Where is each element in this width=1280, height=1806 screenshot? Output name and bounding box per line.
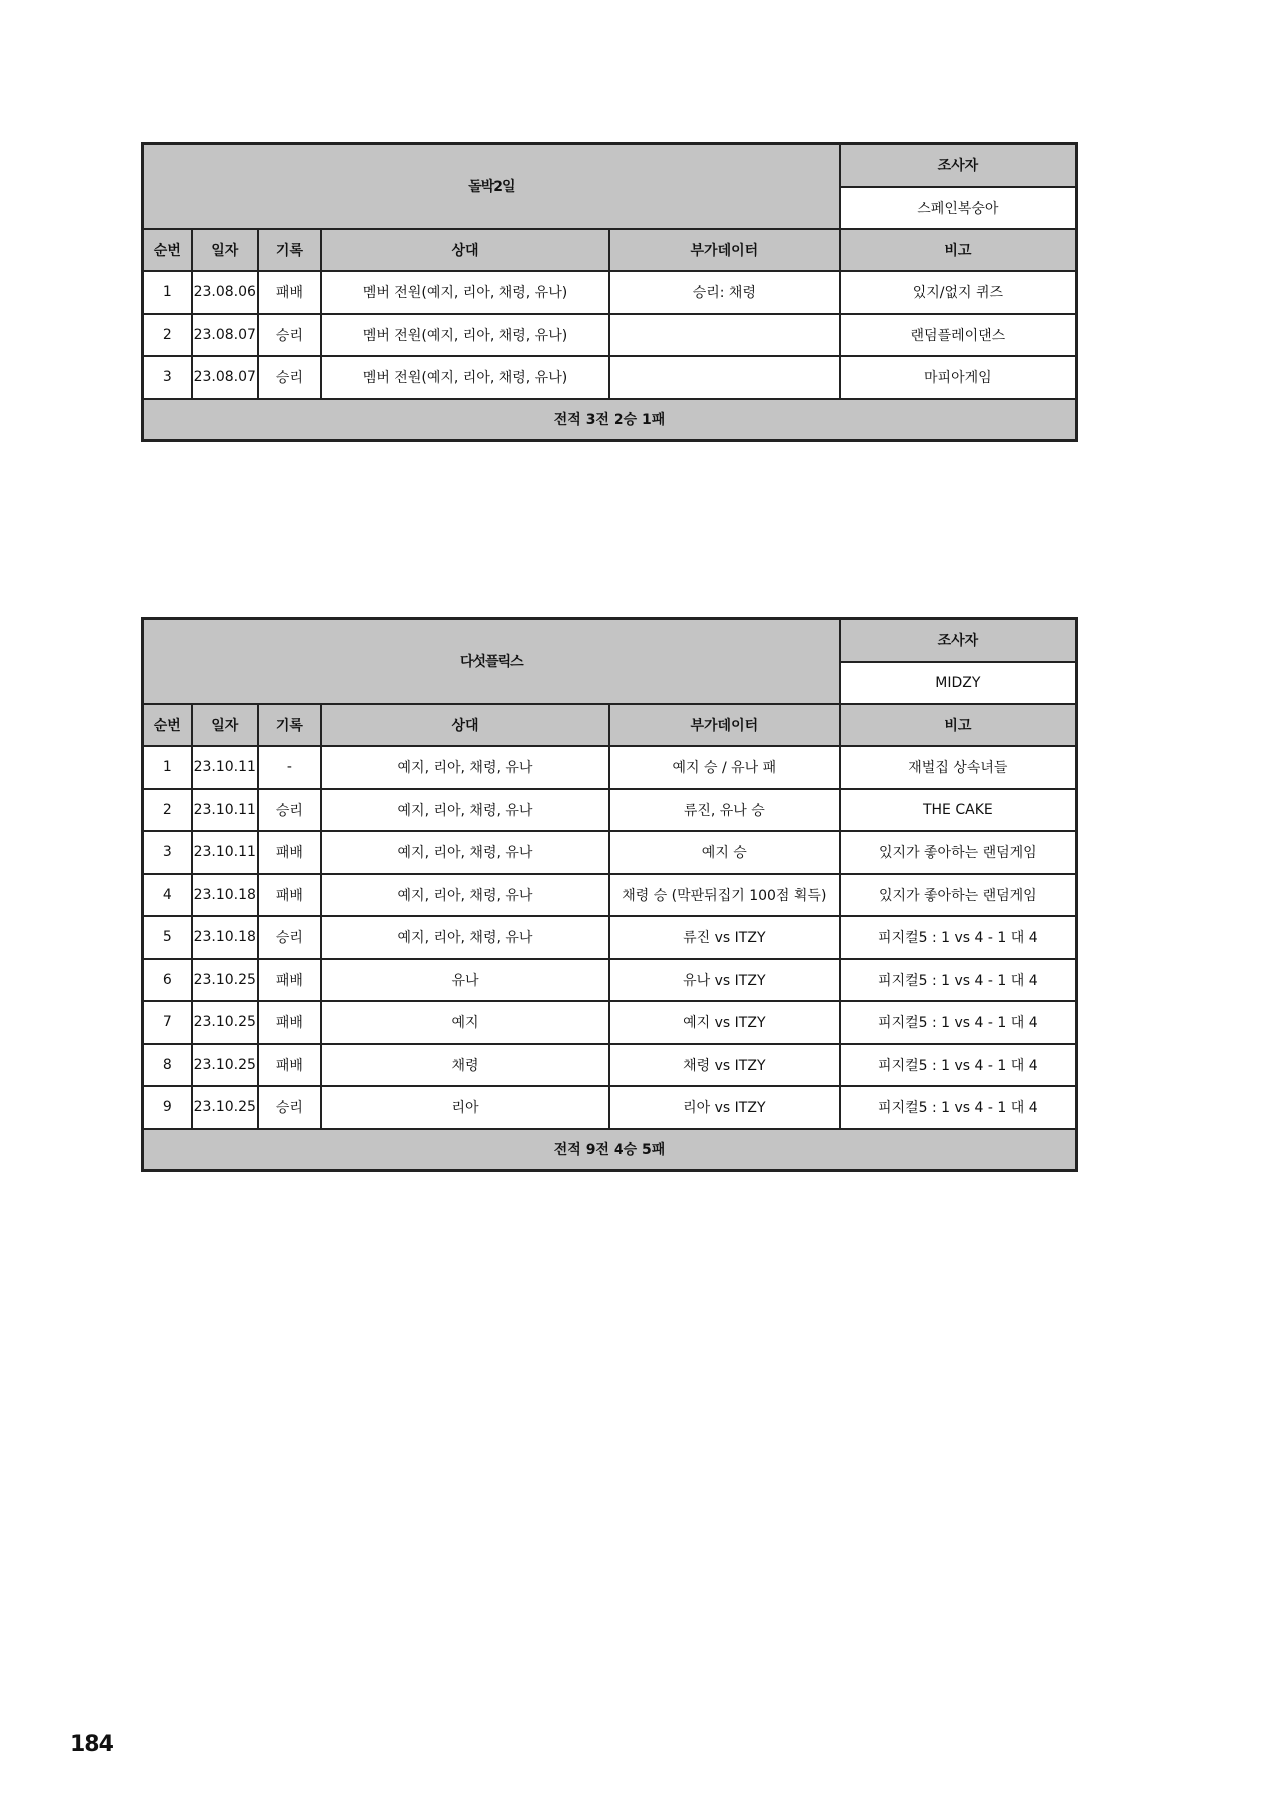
cell-seq: 9 [143, 1086, 192, 1129]
table-row [143, 1086, 1077, 1129]
header-extra-data: 부가데이터 [609, 229, 840, 271]
cell-seq: 4 [143, 874, 192, 916]
cell-opponent: 멤버 전원(예지, 리아, 채령, 유나) [321, 356, 609, 399]
cell-note: 마피아게임 [840, 356, 1077, 399]
header-seq: 순번 [143, 229, 192, 271]
table-row [143, 746, 1077, 789]
cell-note: 있지가 좋아하는 랜덤게임 [840, 874, 1077, 916]
cell-note: 있지가 좋아하는 랜덤게임 [840, 831, 1077, 874]
cell-result: - [258, 746, 321, 789]
cell-extra-data: 리아 vs ITZY [609, 1086, 840, 1129]
cell-seq: 6 [143, 959, 192, 1001]
cell-date: 23.10.25 [192, 1044, 258, 1086]
cell-opponent: 예지, 리아, 채령, 유나 [321, 874, 609, 916]
table-title: 돌박2일 [143, 144, 840, 229]
cell-seq: 2 [143, 314, 192, 356]
cell-extra-data: 유나 vs ITZY [609, 959, 840, 1001]
cell-date: 23.08.06 [192, 271, 258, 314]
cell-opponent: 예지, 리아, 채령, 유나 [321, 916, 609, 959]
cell-note: 랜덤플레이댄스 [840, 314, 1077, 356]
cell-extra-data: 류진, 유나 승 [609, 789, 840, 831]
table-row [143, 789, 1077, 831]
cell-date: 23.10.18 [192, 874, 258, 916]
table-title: 다섯플릭스 [143, 619, 840, 704]
cell-result: 패배 [258, 874, 321, 916]
record-table-1 [141, 142, 1078, 442]
cell-note: THE CAKE [840, 789, 1077, 831]
cell-date: 23.10.11 [192, 789, 258, 831]
cell-result: 승리 [258, 789, 321, 831]
cell-seq: 5 [143, 916, 192, 959]
record-summary: 전적 9전 4승 5패 [143, 1129, 1077, 1171]
cell-extra-data: 채령 vs ITZY [609, 1044, 840, 1086]
cell-date: 23.10.18 [192, 916, 258, 959]
cell-result: 승리 [258, 356, 321, 399]
page-number: 184 [70, 1732, 113, 1757]
cell-result: 패배 [258, 271, 321, 314]
cell-opponent: 예지 [321, 1001, 609, 1044]
cell-seq: 1 [143, 271, 192, 314]
cell-extra-data: 예지 승 / 유나 패 [609, 746, 840, 789]
cell-seq: 2 [143, 789, 192, 831]
cell-note: 피지컬5 : 1 vs 4 - 1 대 4 [840, 1001, 1077, 1044]
table-row [143, 314, 1077, 356]
investigator-value: MIDZY [840, 662, 1077, 704]
header-date: 일자 [192, 229, 258, 271]
header-seq: 순번 [143, 704, 192, 746]
cell-seq: 7 [143, 1001, 192, 1044]
cell-extra-data [609, 314, 840, 356]
cell-date: 23.10.11 [192, 746, 258, 789]
table-row [143, 959, 1077, 1001]
cell-note: 피지컬5 : 1 vs 4 - 1 대 4 [840, 916, 1077, 959]
header-date: 일자 [192, 704, 258, 746]
header-opponent: 상대 [321, 229, 609, 271]
cell-result: 승리 [258, 314, 321, 356]
table-row [143, 1044, 1077, 1086]
cell-opponent: 예지, 리아, 채령, 유나 [321, 831, 609, 874]
table-row [143, 831, 1077, 874]
cell-seq: 1 [143, 746, 192, 789]
header-extra-data: 부가데이터 [609, 704, 840, 746]
investigator-value: 스페인복숭아 [840, 187, 1077, 229]
table-row [143, 356, 1077, 399]
cell-opponent: 예지, 리아, 채령, 유나 [321, 746, 609, 789]
cell-note: 재벌집 상속녀들 [840, 746, 1077, 789]
cell-opponent: 유나 [321, 959, 609, 1001]
table-row [143, 271, 1077, 314]
cell-note: 피지컬5 : 1 vs 4 - 1 대 4 [840, 1086, 1077, 1129]
table-row [143, 1001, 1077, 1044]
cell-extra-data: 류진 vs ITZY [609, 916, 840, 959]
cell-result: 패배 [258, 959, 321, 1001]
cell-date: 23.10.25 [192, 1001, 258, 1044]
cell-date: 23.10.11 [192, 831, 258, 874]
cell-extra-data: 예지 vs ITZY [609, 1001, 840, 1044]
cell-result: 승리 [258, 1086, 321, 1129]
header-note: 비고 [840, 229, 1077, 271]
cell-result: 패배 [258, 1044, 321, 1086]
cell-result: 승리 [258, 916, 321, 959]
cell-seq: 8 [143, 1044, 192, 1086]
cell-opponent: 멤버 전원(예지, 리아, 채령, 유나) [321, 271, 609, 314]
table-row [143, 874, 1077, 916]
cell-opponent: 예지, 리아, 채령, 유나 [321, 789, 609, 831]
cell-extra-data: 채령 승 (막판뒤집기 100점 획득) [609, 874, 840, 916]
cell-result: 패배 [258, 1001, 321, 1044]
cell-extra-data: 예지 승 [609, 831, 840, 874]
investigator-label: 조사자 [840, 144, 1077, 187]
cell-note: 피지컬5 : 1 vs 4 - 1 대 4 [840, 959, 1077, 1001]
record-table-2 [141, 617, 1078, 1172]
header-result: 기록 [258, 704, 321, 746]
cell-date: 23.10.25 [192, 1086, 258, 1129]
cell-seq: 3 [143, 831, 192, 874]
cell-date: 23.10.25 [192, 959, 258, 1001]
cell-extra-data [609, 356, 840, 399]
cell-seq: 3 [143, 356, 192, 399]
table-row [143, 916, 1077, 959]
cell-result: 패배 [258, 831, 321, 874]
cell-note: 있지/없지 퀴즈 [840, 271, 1077, 314]
investigator-label: 조사자 [840, 619, 1077, 662]
cell-extra-data: 승리: 채령 [609, 271, 840, 314]
cell-opponent: 멤버 전원(예지, 리아, 채령, 유나) [321, 314, 609, 356]
cell-date: 23.08.07 [192, 314, 258, 356]
cell-opponent: 채령 [321, 1044, 609, 1086]
cell-opponent: 리아 [321, 1086, 609, 1129]
record-summary: 전적 3전 2승 1패 [143, 399, 1077, 441]
cell-note: 피지컬5 : 1 vs 4 - 1 대 4 [840, 1044, 1077, 1086]
header-opponent: 상대 [321, 704, 609, 746]
header-result: 기록 [258, 229, 321, 271]
header-note: 비고 [840, 704, 1077, 746]
cell-date: 23.08.07 [192, 356, 258, 399]
